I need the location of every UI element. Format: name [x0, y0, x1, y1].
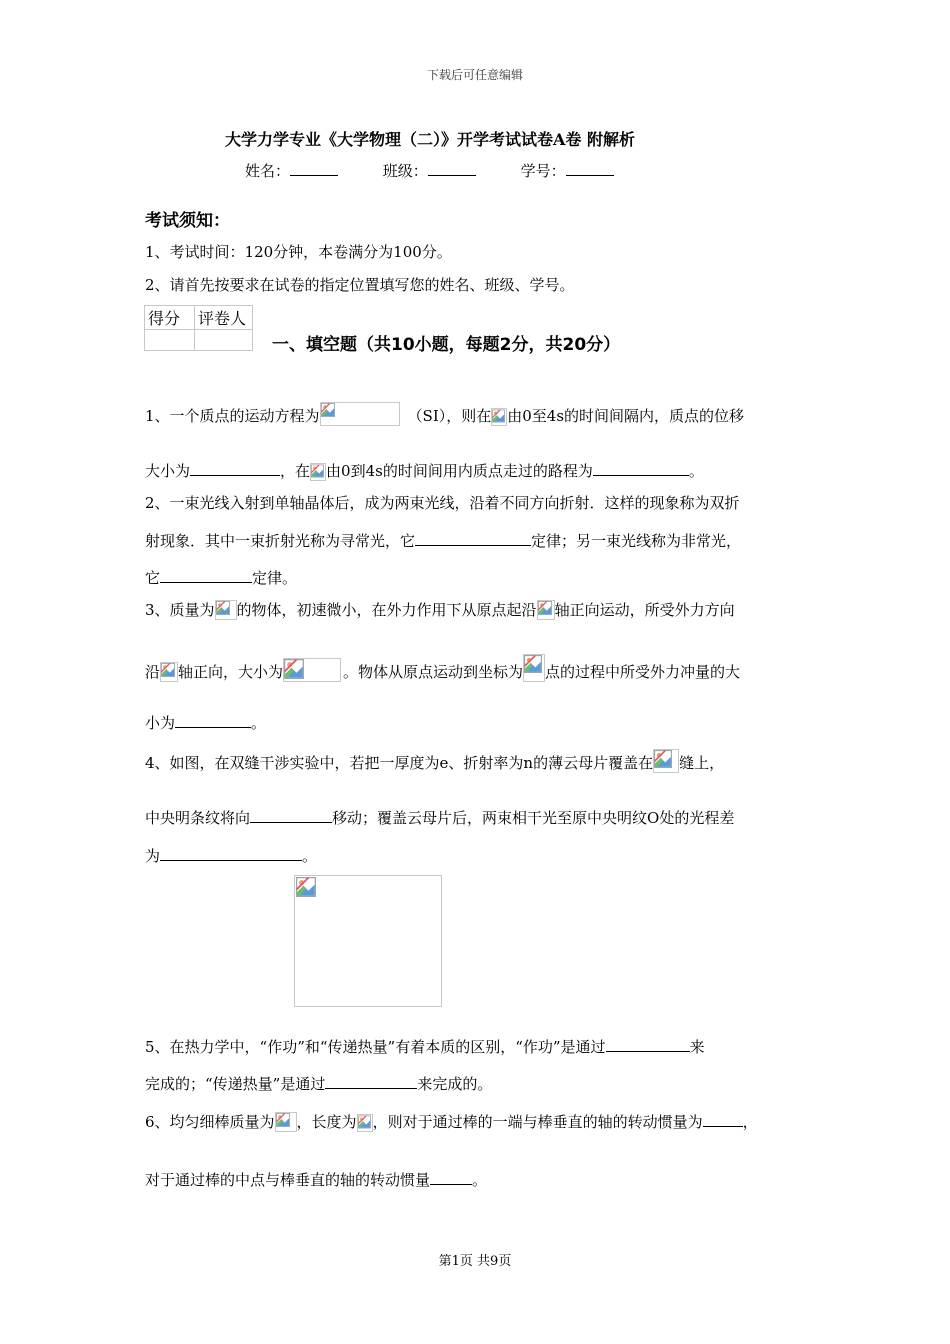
broken-image-icon [358, 1115, 371, 1129]
question-4-line-3: 为 。 [145, 847, 318, 865]
question-4-line-2: 中央明条纹将向 移动；覆盖云母片后，两束相干光至原中央明纹O处的光程差 [145, 809, 735, 827]
broken-image-icon [276, 1113, 290, 1127]
grader-header: 评卷人 [195, 306, 253, 330]
question-5-line-1: 5、在热力学中，“作功”和“传递热量”有着本质的区别，“作功”是通过 来 [145, 1038, 705, 1056]
answer-blank[interactable] [190, 461, 280, 476]
equation-image [491, 408, 507, 426]
broken-image-icon [524, 655, 542, 673]
question-3-line-3: 小为 。 [145, 714, 267, 732]
notice-line: 2、请首先按要求在试卷的指定位置填写您的姓名、班级、学号。 [145, 276, 575, 294]
notice-title: 考试须知： [145, 211, 230, 231]
notice-line: 1、考试时间：120分钟，本卷满分为100分。 [145, 243, 452, 261]
answer-blank[interactable] [593, 461, 689, 476]
score-cell[interactable] [145, 330, 195, 351]
broken-image-icon [492, 409, 505, 423]
broken-image-icon [296, 877, 316, 897]
question-2-line-3: 它 定律。 [145, 569, 298, 587]
answer-blank[interactable] [160, 846, 302, 861]
class-field[interactable] [428, 161, 476, 176]
id-label: 学号： [520, 162, 566, 180]
equation-image [357, 1114, 373, 1132]
double-slit-figure [294, 875, 442, 1007]
broken-image-icon [321, 403, 335, 417]
answer-blank[interactable] [430, 1170, 472, 1185]
equation-image [653, 749, 679, 773]
broken-image-icon [654, 750, 672, 768]
answer-blank[interactable] [175, 713, 251, 728]
question-6-line-2: 对于通过棒的中点与棒垂直的轴的转动惯量 。 [145, 1171, 488, 1189]
equation-image [160, 662, 178, 682]
equation-image [215, 600, 237, 620]
answer-blank[interactable] [160, 568, 252, 583]
equation-image [320, 402, 400, 426]
score-table [144, 305, 253, 351]
question-1-line-2: 大小为 ，在 由0到4s的时间间用内质点走过的路程为 。 [145, 462, 704, 480]
class-label: 班级： [382, 162, 428, 180]
question-5-line-2: 完成的；“传递热量”是通过 来完成的。 [145, 1075, 493, 1093]
page-footer: 第1页 共9页 [438, 1254, 512, 1269]
broken-image-icon [161, 663, 175, 677]
equation-image [537, 600, 555, 620]
broken-image-icon [538, 601, 552, 615]
answer-blank[interactable] [606, 1037, 690, 1052]
broken-image-icon [216, 601, 230, 615]
answer-blank[interactable] [325, 1074, 417, 1089]
section-title: 一、填空题（共10小题，每题2分，共20分） [272, 335, 621, 355]
question-1-line-1: 1、一个质点的运动方程为 （SI），则在 由0至4s的时间间隔内，质点的位移 [145, 402, 744, 426]
question-6-line-1: 6、均匀细棒质量为 ，长度为 ，则对于通过棒的一端与棒垂直的轴的转动惯量为 ， [145, 1113, 758, 1131]
header-note: 下载后可任意编辑 [426, 68, 523, 82]
question-4-line-1: 4、如图，在双缝干涉实验中，若把一厚度为e、折射率为n的薄云母片覆盖在 缝上， [145, 749, 724, 773]
question-3-line-2: 沿 轴正向，大小为 。物体从原点运动到坐标为 点的过程中所受外力冲量的大 [145, 654, 740, 682]
name-field[interactable] [290, 161, 338, 176]
score-header: 得分 [145, 306, 195, 330]
broken-image-icon [284, 659, 304, 679]
name-label: 姓名： [245, 162, 291, 180]
equation-image [283, 658, 341, 682]
grader-cell[interactable] [195, 330, 253, 351]
equation-image [310, 463, 326, 481]
student-info [245, 160, 654, 181]
equation-image [523, 654, 545, 682]
equation-image [275, 1112, 297, 1132]
question-2-line-1: 2、一束光线入射到单轴晶体后，成为两束光线，沿着不同方向折射．这样的现象称为双折 [145, 494, 740, 512]
answer-blank[interactable] [415, 531, 531, 546]
answer-blank[interactable] [703, 1112, 743, 1127]
question-3-line-1: 3、质量为 的物体，初速微小，在外力作用下从原点起沿 轴正向运动，所受外力方向 [145, 601, 735, 619]
answer-blank[interactable] [250, 808, 332, 823]
page-title: 大学力学专业《大学物理（二）》开学考试试卷A卷 附解析 [225, 130, 635, 149]
id-field[interactable] [566, 161, 614, 176]
broken-image-icon [311, 464, 324, 478]
question-2-line-2: 射现象．其中一束折射光称为寻常光，它 定律；另一束光线称为非常光， [145, 532, 742, 550]
